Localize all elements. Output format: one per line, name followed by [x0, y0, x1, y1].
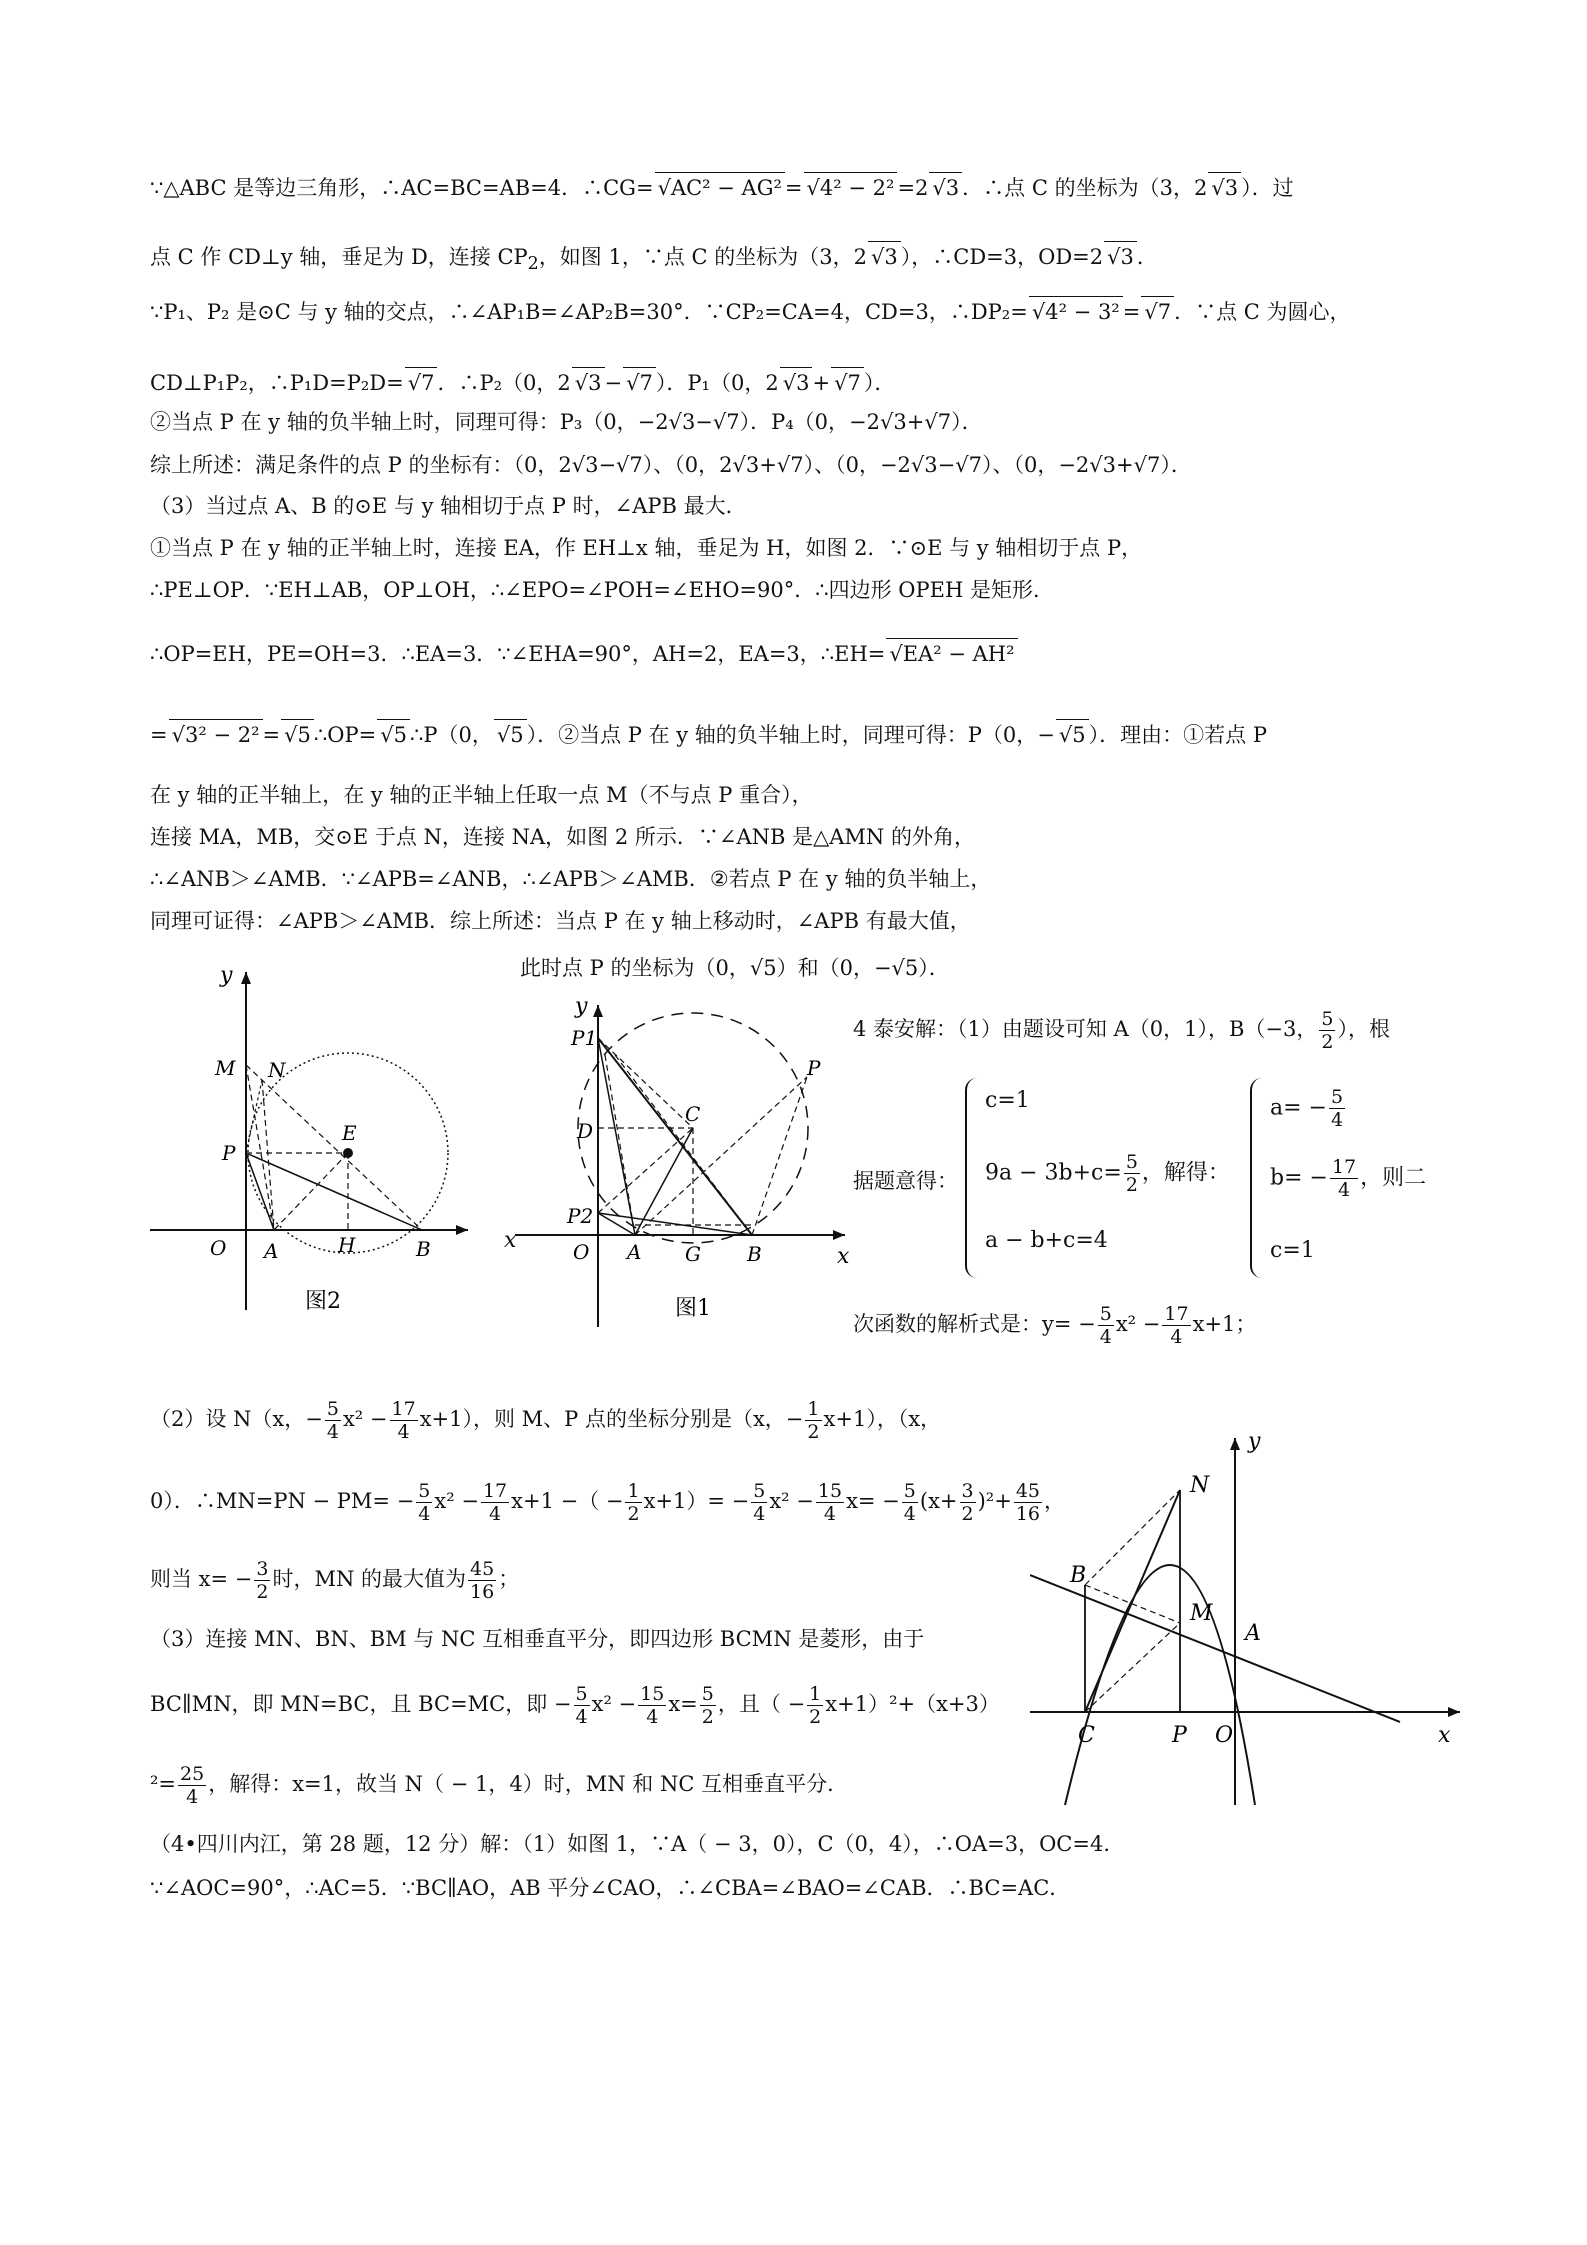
denominator: 4	[1330, 1109, 1344, 1131]
fraction	[1319, 1008, 1335, 1053]
text: 0）．∴MN=PN − PM= −	[150, 1489, 415, 1513]
denominator: 4	[753, 1503, 766, 1525]
numerator: 1	[627, 1480, 640, 1502]
radicand: 3	[1120, 245, 1134, 269]
numerator: 5	[701, 1683, 714, 1705]
numerator: 17	[391, 1398, 416, 1420]
text: x+1）= −	[643, 1489, 750, 1513]
numerator: 5	[1330, 1086, 1344, 1108]
text: ，解得：x=1，故当 N（ − 1，4）时，MN 和 NC 互相垂直平分．	[208, 1772, 849, 1796]
fraction	[625, 1480, 641, 1525]
fraction	[751, 1480, 767, 1525]
sqrt	[831, 367, 864, 398]
numerator: 3	[256, 1558, 269, 1580]
fig3-label-N: N	[1190, 1473, 1210, 1498]
radicand: 3² − 2²	[185, 723, 260, 747]
fig1-label-P1: P1	[571, 1026, 598, 1050]
text: ．∵点 C 为圆心，	[1174, 300, 1351, 324]
denominator: 2	[701, 1706, 714, 1728]
sqrt	[1056, 719, 1089, 750]
numerator: 17	[482, 1480, 508, 1502]
denominator: 4	[326, 1421, 339, 1443]
fig3-label-B: B	[1070, 1563, 1087, 1588]
fraction	[416, 1480, 432, 1525]
fig2-label-H: H	[338, 1233, 356, 1257]
radicand: 5	[510, 723, 524, 747]
solution-line-15: 同理可证得：∠APB＞∠AMB．综上所述：当点 P 在 y 轴上移动时，∠APB 有最大值，	[150, 909, 971, 933]
fig2-label-O: O	[210, 1236, 227, 1260]
fraction	[807, 1683, 823, 1728]
solution-line-14: ∴∠ANB＞∠AMB．∵∠APB=∠ANB，∴∠APB＞∠AMB．②若点 P 在 y 轴的负半轴上，	[150, 867, 992, 891]
sqrt	[929, 172, 962, 203]
numerator: 5	[1099, 1303, 1112, 1325]
q4-part2-line-2	[150, 1480, 1065, 1525]
numerator: 25	[180, 1763, 205, 1785]
denominator: 4	[1099, 1326, 1112, 1348]
text: x+1），（x，	[823, 1407, 942, 1431]
sqrt	[623, 367, 656, 398]
brace	[1250, 1078, 1264, 1278]
numerator: 1	[807, 1398, 820, 1420]
fraction	[1162, 1303, 1190, 1348]
radicand: 7	[421, 371, 435, 395]
text: ∵△ABC 是等边三角形，∴AC=BC=AB=4．∴CG=	[150, 176, 654, 200]
denominator: 2	[961, 1503, 974, 1525]
fig1-label-x: x	[837, 1244, 850, 1269]
text: b= −	[1270, 1165, 1328, 1191]
numerator: 15	[817, 1480, 843, 1502]
radicand: 7	[847, 371, 861, 395]
solution-line-2	[150, 241, 1158, 279]
sol-c: c=1	[1270, 1238, 1315, 1263]
numerator: 3	[961, 1480, 974, 1502]
fig2-label-B: B	[416, 1237, 431, 1261]
text: 则当 x= −	[150, 1567, 253, 1591]
sqrt	[494, 719, 527, 750]
text: ∴P（0，	[409, 723, 493, 747]
text: x=	[668, 1692, 698, 1716]
fig1-caption: 图1	[675, 1296, 711, 1321]
fraction	[468, 1558, 496, 1603]
text: ）．②当点 P 在 y 轴的负半轴上时，同理可得：P（0，−	[526, 723, 1055, 747]
q4-next-line-1: （4•四川内江，第 28 题，12 分）解：（1）如图 1，∵A（ − 3，0），C（0，4），∴OA=3，OC=4．	[150, 1832, 1125, 1856]
sqrt	[405, 367, 438, 398]
denominator: 2	[1321, 1031, 1334, 1053]
fraction	[700, 1683, 716, 1728]
denominator: 2	[809, 1706, 822, 1728]
text: −	[604, 371, 623, 395]
denominator: 2	[256, 1581, 269, 1603]
text: a= −	[1270, 1095, 1327, 1121]
sqrt	[655, 172, 785, 203]
numerator: 5	[1125, 1151, 1138, 1173]
text: ²=	[150, 1772, 177, 1796]
fig2-label-M: M	[215, 1056, 236, 1080]
radicand: AC² − AG²	[670, 176, 782, 200]
text: ）．过	[1241, 176, 1294, 200]
fraction	[178, 1763, 206, 1808]
solution-line-9: ∴PE⊥OP．∵EH⊥AB，OP⊥OH，∴∠EPO=∠POH=∠EHO=90°．∴四边形 OPEH 是矩形．	[150, 578, 1054, 602]
text: 点 C 作 CD⊥y 轴，垂足为 D，连接 CP	[150, 245, 528, 269]
text: +	[812, 371, 831, 395]
q4-label-left: 据题意得：	[853, 1169, 958, 1193]
solution-line-12: 在 y 轴的正半轴上，在 y 轴的正半轴上任取一点 M（不与点 P 重合），	[150, 783, 813, 807]
solution-line-3	[150, 296, 1351, 327]
sqrt	[572, 367, 605, 398]
figure-1-diagram	[515, 995, 850, 1335]
text: (x+	[919, 1489, 958, 1513]
numerator: 5	[1321, 1008, 1334, 1030]
fraction	[325, 1398, 341, 1443]
solution-line-7: （3）当过点 A、B 的⊙E 与 y 轴相切于点 P 时，∠APB 最大．	[150, 494, 747, 518]
numerator: 5	[326, 1398, 339, 1420]
text: 次函数的解析式是：y= −	[853, 1312, 1096, 1336]
text: 4 泰安解：（1）由题设可知 A（0，1），B（−3，	[853, 1017, 1318, 1041]
text: （2）设 N（x，−	[150, 1407, 323, 1431]
denominator: 16	[1015, 1503, 1041, 1525]
text: ）．P₁（0，2	[655, 371, 779, 395]
denominator: 4	[488, 1503, 502, 1525]
numerator: 5	[418, 1480, 431, 1502]
q4-part2-line-3	[150, 1558, 519, 1603]
denominator: 4	[575, 1706, 588, 1728]
denominator: 4	[186, 1786, 199, 1808]
fig3-label-O: O	[1215, 1723, 1234, 1748]
text: ，	[1044, 1489, 1066, 1513]
numerator: 45	[1015, 1480, 1041, 1502]
text: ．∴点 C 的坐标为（3，2	[962, 176, 1208, 200]
text: BC∥MN，即 MN=BC，且 BC=MC，即 −	[150, 1692, 572, 1716]
sqrt	[1104, 241, 1137, 272]
numerator: 17	[1164, 1303, 1189, 1325]
text: ），根	[1337, 1017, 1390, 1041]
fraction	[254, 1558, 270, 1603]
sqrt	[1029, 296, 1123, 327]
fraction	[1329, 1086, 1345, 1131]
radicand: 5	[393, 723, 407, 747]
text: ）．理由：①若点 P	[1088, 723, 1267, 747]
denominator: 4	[1338, 1179, 1351, 1201]
radicand: 4² − 2²	[819, 176, 895, 200]
denominator: 2	[807, 1421, 820, 1443]
solution-line-13: 连接 MA，MB，交⊙E 于点 N，连接 NA，如图 2 所示．∵∠ANB 是△AMN 的外角，	[150, 825, 975, 849]
text: ∵P₁、P₂ 是⊙C 与 y 轴的交点，∴∠AP₁B=∠AP₂B=30°．∵CP₂=CA=4，CD=3，∴DP₂=	[150, 300, 1028, 324]
text: =	[150, 723, 168, 747]
denominator: 4	[823, 1503, 837, 1525]
solution-line-11	[150, 719, 1267, 750]
text: ．	[1136, 245, 1158, 269]
radicand: 5	[1072, 723, 1086, 747]
fig3-label-P: P	[1172, 1723, 1187, 1748]
text: )²+	[977, 1489, 1012, 1513]
sqrt	[1141, 296, 1174, 327]
radicand: 3	[884, 245, 898, 269]
fig3-label-y: y	[1248, 1430, 1261, 1454]
q4-part3-line-2	[150, 1683, 1000, 1728]
fig1-label-A: A	[627, 1240, 642, 1264]
numerator: 1	[809, 1683, 822, 1705]
sqrt	[804, 172, 898, 203]
figure-1	[515, 995, 850, 1335]
denominator: 16	[470, 1581, 495, 1603]
denominator: 4	[1170, 1326, 1183, 1348]
solution-line-4	[150, 367, 895, 398]
text: x² −	[591, 1692, 637, 1716]
text: ，则二	[1360, 1165, 1427, 1191]
numerator: 45	[470, 1558, 495, 1580]
text: ．∴P₂（0，2	[437, 371, 571, 395]
fraction	[574, 1683, 590, 1728]
text: ∴OP=EH，PE=OH=3．∴EA=3．∵∠EHA=90°，AH=2，EA=3，∴EH=	[150, 642, 886, 666]
text: x+1；	[1192, 1312, 1257, 1336]
text: ）．	[863, 371, 896, 395]
text: x+1）²+（x+3）	[825, 1692, 1000, 1716]
q4-next-line-2: ∵∠AOC=90°，∴AC=5．∵BC∥AO，AB 平分∠CAO，∴∠CBA=∠BAO=∠CAB．∴BC=AC．	[150, 1876, 1071, 1900]
fig1-label-P: P	[807, 1056, 821, 1080]
denominator: 4	[646, 1706, 659, 1728]
text: =	[784, 176, 803, 200]
solution-line-6: 综上所述：满足条件的点 P 的坐标有：（0，2√3−√7）、（0，2√3+√7）、（0，−2√3−√7）、（0，−2√3+√7）．	[150, 453, 1192, 477]
sqrt	[780, 367, 813, 398]
radicand: 5	[297, 723, 311, 747]
text: x+1 −（ −	[511, 1489, 624, 1513]
denominator: 4	[397, 1421, 410, 1443]
fig1-label-P2: P2	[567, 1204, 594, 1228]
radicand: 7	[639, 371, 653, 395]
radicand: EA² − AH²	[902, 642, 1015, 666]
subscript: 2	[527, 254, 539, 275]
fig1-label-y: y	[575, 995, 588, 1019]
text: x+1），则 M、P 点的坐标分别是（x，−	[419, 1407, 804, 1431]
sqrt	[281, 719, 314, 750]
fraction	[390, 1398, 418, 1443]
radicand: 4² − 3²	[1045, 300, 1120, 324]
solution-system	[1250, 1078, 1450, 1278]
fraction	[1124, 1151, 1140, 1196]
text: ∴OP=	[313, 723, 377, 747]
fraction	[902, 1480, 918, 1525]
radicand: 7	[1157, 300, 1172, 324]
solution-line-5: ②当点 P 在 y 轴的负半轴上时，同理可得：P₃（0，−2√3−√7）．P₄（0，−2√3+√7）．	[150, 410, 983, 434]
q4-part3-line-3	[150, 1763, 848, 1808]
fig1-label-G: G	[685, 1242, 701, 1266]
fig1-label-D: D	[577, 1119, 594, 1143]
denominator: 2	[1125, 1174, 1138, 1196]
solution-line-8: ①当点 P 在 y 轴的正半轴上时，连接 EA，作 EH⊥x 轴，垂足为 H，如图 2．∵⊙E 与 y 轴相切于点 P，	[150, 536, 1143, 560]
brace	[965, 1078, 979, 1278]
fraction	[481, 1480, 509, 1525]
fig3-label-M: M	[1190, 1601, 1213, 1626]
figure-2-diagram	[150, 960, 480, 1320]
fraction	[1330, 1156, 1358, 1201]
figure-2	[150, 960, 517, 1320]
text: x= −	[846, 1489, 900, 1513]
sol-b	[1270, 1156, 1426, 1201]
sqrt	[377, 719, 410, 750]
text: x² −	[1115, 1312, 1161, 1336]
radicand: 3	[588, 371, 602, 395]
sqrt	[886, 638, 1017, 669]
text: =	[262, 723, 281, 747]
fraction	[1098, 1303, 1114, 1348]
fig3-label-A: A	[1245, 1621, 1261, 1646]
fig2-label-y: y	[220, 963, 233, 988]
text: x² −	[769, 1489, 814, 1513]
numerator: 17	[1331, 1156, 1357, 1178]
text: ，解得：	[1141, 1160, 1230, 1186]
equation-3: a − b+c=4	[985, 1228, 1108, 1253]
numerator: 5	[575, 1683, 588, 1705]
text: x² −	[342, 1407, 388, 1431]
fig1-label-C: C	[685, 1102, 701, 1126]
q4-intro	[853, 1008, 1390, 1053]
text: CD⊥P₁P₂，∴P₁D=P₂D=	[150, 371, 404, 395]
fig2-label-E: E	[342, 1121, 357, 1145]
denominator: 4	[903, 1503, 916, 1525]
fig2-label-A: A	[264, 1239, 279, 1263]
text: 9a − 3b+c=	[985, 1160, 1122, 1186]
figure-parabola	[1030, 1430, 1470, 1810]
q4-part2-line-1	[150, 1398, 941, 1443]
fig3-label-C: C	[1078, 1723, 1095, 1748]
solution-line-1	[150, 172, 1294, 203]
text: 时，MN 的最大值为	[272, 1567, 467, 1591]
numerator: 5	[753, 1480, 766, 1502]
radicand: 3	[945, 176, 960, 200]
numerator: 15	[640, 1683, 665, 1705]
radicand: 3	[796, 371, 810, 395]
text: ，如图 1，∵点 C 的坐标为（3，2	[538, 245, 867, 269]
equation-system	[965, 1078, 1230, 1278]
fig2-label-N: N	[268, 1058, 286, 1082]
text: =2	[897, 176, 929, 200]
text: ），∴CD=3，OD=2	[900, 245, 1104, 269]
denominator: 2	[627, 1503, 640, 1525]
text: x² −	[434, 1489, 479, 1513]
fig1-label-O: O	[573, 1240, 590, 1264]
text: ，且（ −	[717, 1692, 806, 1716]
solution-line-16: 此时点 P 的坐标为（0，√5）和（0，−√5）．	[520, 956, 950, 980]
numerator: 5	[903, 1480, 916, 1502]
equation-1: c=1	[985, 1088, 1030, 1113]
q4-part3-line-1: （3）连接 MN、BN、BM 与 NC 互相垂直平分，即四边形 BCMN 是菱形，由于	[150, 1627, 925, 1651]
equation-2	[985, 1151, 1230, 1196]
radicand: 3	[1224, 176, 1239, 200]
denominator: 4	[418, 1503, 431, 1525]
fig2-label-P: P	[222, 1141, 236, 1165]
fig2-x-label: x	[504, 1228, 517, 1253]
sol-a	[1270, 1086, 1347, 1131]
text: =	[1122, 300, 1141, 324]
fraction	[816, 1480, 844, 1525]
fraction	[805, 1398, 821, 1443]
sqrt	[1208, 172, 1241, 203]
text: ；	[498, 1567, 520, 1591]
fig2-caption: 图2	[305, 1289, 341, 1314]
q4-function	[853, 1303, 1256, 1348]
parabola-diagram	[1030, 1430, 1470, 1810]
sqrt	[868, 241, 901, 272]
fig3-label-x: x	[1438, 1723, 1451, 1748]
fig1-label-B: B	[747, 1242, 762, 1266]
fraction	[638, 1683, 666, 1728]
sqrt	[169, 719, 263, 750]
solution-line-10	[150, 638, 1018, 669]
fraction	[960, 1480, 976, 1525]
